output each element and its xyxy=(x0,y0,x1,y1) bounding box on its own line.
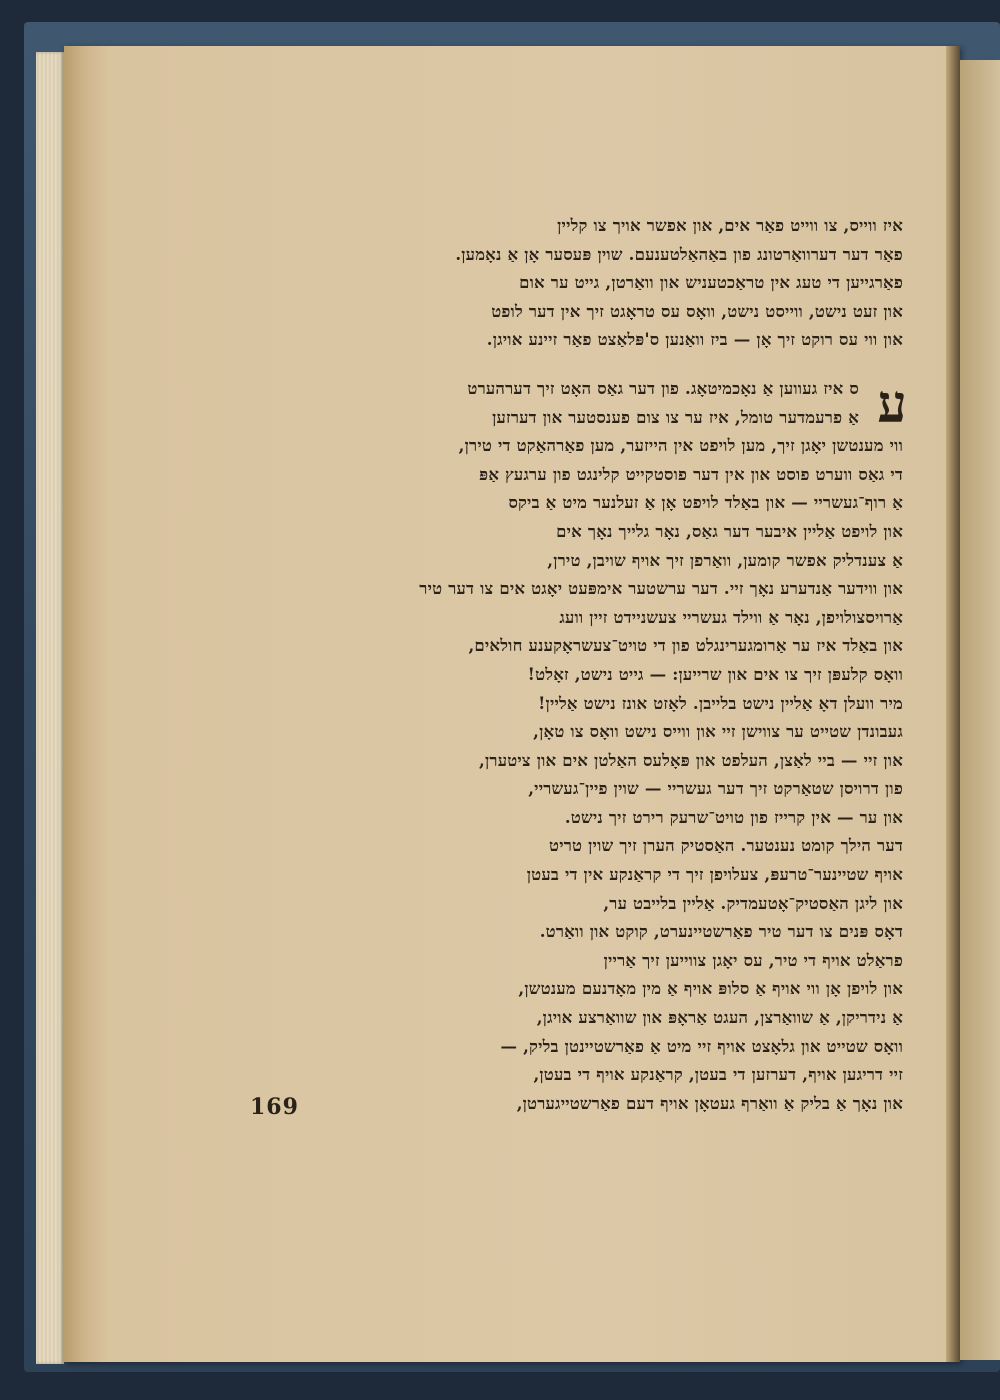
text-line: און לויפן אָן ווי אויף אַ סלופּ אויף אַ מין מאָדנעם מענטשן, xyxy=(518,979,903,999)
drop-cap-letter: ע xyxy=(877,373,907,435)
text-line: דער הילך קומט נענטער. האַסטיק הערן זיך שוין טריט xyxy=(549,836,903,856)
paragraph-1 xyxy=(258,212,903,355)
text-line: און זעט נישט, ווייסט נישט, וואָס עס טראָגט זיך אין דער לופט xyxy=(491,301,903,321)
book-gutter xyxy=(946,46,960,1362)
text-line: און ווידער אַנדערע נאָך זיי. דער ערשטער אימפּעט יאָגט אים צו דער טיר xyxy=(419,579,903,599)
text-line: און ווי עס רוקט זיך אָן — ביז וואַנען ס'פּלאַצט פאַר זיינע אויגן. xyxy=(486,330,903,350)
text-line: פאַר דער דערוואַרטונג פון באַהאַלטענעם. שוין פּעסער אָן אַ נאָמען. xyxy=(455,244,903,264)
text-line: און זיי — ביי לאַצן, העלפט און פּאָלעס האַלטן אים און ציטערן, xyxy=(479,750,903,770)
facing-page-edge xyxy=(960,60,1000,1360)
drop-cap-block xyxy=(258,373,907,435)
text-line: וואָס קלעפּן זיך צו אים און שרייען: — גייט נישט, זאָלט! xyxy=(527,664,903,684)
text-line: פון דרויסן שטאַרקט זיך דער געשריי — שוין פיין־געשריי, xyxy=(528,779,903,799)
text-line: אַ צענדליק אפשר קומען, וואַרפן זיך אויף שויבן, טירן, xyxy=(547,550,903,570)
text-line: און באַלד איז ער אַרומגערינגלט פון די טויט־צעשראָקענע חולאים, xyxy=(468,636,903,656)
paragraph-gap xyxy=(258,355,903,375)
paragraph-2 xyxy=(258,373,907,1118)
text-line: פאַרגייען די טעג אין טראַכטעניש און וואַרטן, גייט ער אום xyxy=(519,273,903,293)
text-line: געבונדן שטייט ער צווישן זיי און ווייס נישט וואָס צו טאָן, xyxy=(533,722,903,742)
text-line: איז ווייס, צו ווייט פאַר אים, און אפשר אויך צו קליין xyxy=(557,216,903,235)
text-line: און ער — אין קרייז פון טויט־שרעק רירט זיך נישט. xyxy=(564,807,903,827)
text-line: זיי דריגען אויף, דערזען די בעטן, קראַנקע אויף די בעטן, xyxy=(533,1065,903,1085)
text-line: אַ פרעמדער טומל, איז ער צו צום פענסטער און דערזען xyxy=(492,407,859,427)
text-line: וואָס שטייט און גלאָצט אויף זיי מיט אַ פאַרשטיינטן בליק, — xyxy=(500,1036,903,1056)
text-line: אַרויסצולויפן, נאָר אַ ווילד געשריי צעשניידט זיין וועג xyxy=(559,607,903,627)
page-text xyxy=(258,212,907,1118)
text-line: די גאַס ווערט פוסט און אין דער פוסטקייט קלינגט פון ערגעץ אַפּ xyxy=(479,464,903,484)
text-line: אַ רוף־געשריי — און באַלד לויפט אָן אַ זעלנער מיט אַ ביקס xyxy=(508,493,903,513)
text-line: דאָס פּנים צו דער טיר פאַרשטיינערט, קוקט און וואַרט. xyxy=(539,922,903,942)
page-edges xyxy=(36,52,64,1364)
text-line: און נאָך אַ בליק אַ וואַרף געטאָן אויף דעם פאַרשטייגערטן, xyxy=(516,1093,903,1113)
text-line: ס איז געווען אַ נאָכמיטאָג. פון דער גאַס האָט זיך דערהערט xyxy=(467,378,859,398)
page-number: 169 xyxy=(250,1094,299,1120)
text-line: און ליגן האַסטיק־אָטעמדיק. אַליין בלייבט ער, xyxy=(603,893,903,913)
text-line: און לויפט אַליין איבער דער גאַס, נאָר גלייך נאָך אים xyxy=(556,521,903,541)
text-line: פראַלט אויף די טיר, עס יאָגן צווייען זיך אַריין xyxy=(603,950,903,970)
text-line: אַ נידריקן, אַ שוואַרצן, העגט אַראָפּ און שוואַרצע אויגן, xyxy=(536,1008,903,1028)
text-line: מיר וועלן דאָ אַליין נישט בלייבן. לאָזט אונז נישט אַליין! xyxy=(538,693,903,713)
text-line: אויף שטיינער־טרעפּ, צעלויפן זיך די קראַנקע אין די בעטן xyxy=(526,865,903,885)
text-line: ווי מענטשן יאָגן זיך, מען לויפט אין הייזער, מען פאַרהאַקט די טירן, xyxy=(458,436,903,456)
